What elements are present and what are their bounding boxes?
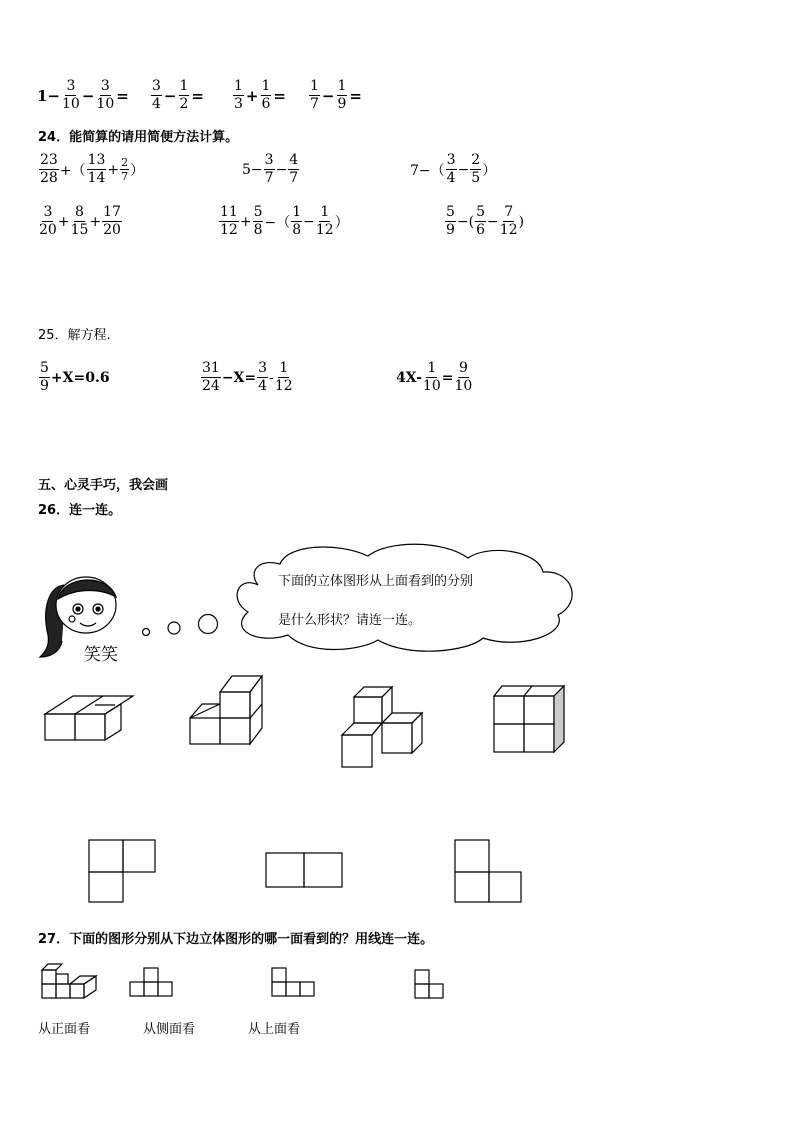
q25b-f1-den: 24 — [202, 378, 220, 394]
q25c-f1-den: 10 — [422, 378, 441, 394]
q23-2-minus: − — [163, 86, 177, 105]
q25b-f3-den: 12 — [274, 378, 293, 394]
q25a-f1-den: 9 — [40, 378, 49, 394]
thought-dots — [138, 610, 228, 640]
q23-1-frac-a: $\frac{3}{10}$ — [62, 78, 80, 112]
q24e-f4-den: 12 — [315, 222, 334, 238]
q24c-f1-den: 4 — [446, 170, 456, 186]
q25c-f2-den: 10 — [454, 378, 473, 394]
q23-3-frac-b: $\frac{1}{6}$ — [261, 78, 271, 112]
q23-3-plus: + — [245, 86, 259, 105]
q24-item-f — [444, 204, 524, 239]
q24e-f3-num: 1 — [292, 204, 302, 220]
q25b-mid: −X= — [221, 369, 257, 386]
q26-title: 26．连一连。 — [38, 503, 122, 518]
solid-figure-3 — [340, 683, 435, 773]
q23-1-equals: = — [116, 86, 129, 105]
q25b-f2-num: 3 — [258, 360, 268, 376]
q24a-f3-num: 2 — [121, 156, 129, 169]
q24c-op1: − — [457, 161, 470, 178]
top-view-shape-3 — [453, 838, 525, 904]
q25c-mid: = — [441, 369, 454, 386]
q24c-f2-num: 2 — [471, 152, 481, 168]
q23-expr-1 — [36, 78, 130, 113]
q25c-pre: 4X- — [396, 369, 422, 386]
bubble-text-line1: 下面的立体图形从上面看到的分别 — [278, 574, 474, 589]
q24a-f2-den: 14 — [87, 170, 106, 186]
q25-item-c — [396, 360, 473, 395]
q24e-f2-den: 8 — [253, 222, 263, 238]
q24-item-c — [410, 152, 496, 187]
q24b-f2-den: 7 — [289, 170, 299, 186]
q24f-op1: −( — [456, 213, 475, 230]
q24a-f1-den: 28 — [40, 170, 58, 186]
q25c-f2-num: 9 — [458, 360, 468, 376]
q24f-op3: ) — [518, 213, 525, 230]
q25c-f1-num: 1 — [427, 360, 437, 376]
q24-item-e — [218, 204, 349, 239]
view-label-top: 从上面看 — [248, 1022, 301, 1037]
q25b-f2-den: 4 — [258, 378, 268, 394]
q24f-f3-den: 12 — [499, 222, 518, 238]
top-view-shape-2 — [264, 851, 346, 891]
q25-title: 25．解方程. — [38, 328, 111, 343]
q24b-f2-num: 4 — [289, 152, 299, 168]
q24f-f1-num: 5 — [446, 204, 455, 220]
q24f-f2-num: 5 — [476, 204, 486, 220]
q24e-f1-den: 12 — [220, 222, 238, 238]
q27-view-2 — [270, 964, 320, 1004]
q24e-op2: −（ — [264, 214, 291, 231]
q24-item-b — [242, 152, 300, 187]
speech-cloud — [218, 540, 588, 660]
q24a-op1: +（ — [59, 162, 86, 179]
view-label-front: 从正面看 — [38, 1022, 91, 1037]
q23-4-frac-b: $\frac{1}{9}$ — [337, 78, 347, 112]
q23-2-frac-a: $\frac{3}{4}$ — [152, 78, 161, 112]
q24-title: 24．能简算的请用简便方法计算。 — [38, 130, 239, 145]
q24d-f2-num: 8 — [75, 204, 84, 220]
q24a-op3: ） — [130, 162, 145, 179]
q23-expr-2 — [150, 78, 205, 113]
q24d-f1-num: 3 — [43, 204, 53, 220]
q27-solid-figure — [40, 960, 102, 1002]
q23-1-text: 1− — [37, 86, 61, 105]
q24d-op2: + — [89, 213, 102, 230]
q24e-op1: + — [239, 213, 252, 230]
q24f-f1-den: 9 — [446, 222, 455, 238]
character-name: 笑笑 — [84, 645, 118, 665]
q24e-f2-num: 5 — [253, 204, 263, 220]
q27-view-3 — [413, 966, 449, 1006]
q25b-op: - — [269, 369, 274, 386]
q24a-f1-num: 23 — [40, 152, 58, 168]
q25a-rest: +X=0.6 — [50, 369, 110, 386]
top-view-shape-1 — [87, 838, 159, 904]
q25b-f1-num: 31 — [202, 360, 220, 376]
q24c-f1-num: 3 — [446, 152, 456, 168]
q25a-f1-num: 5 — [40, 360, 49, 376]
q24d-f2-den: 15 — [70, 222, 89, 238]
q24d-op1: + — [57, 213, 70, 230]
q24a-f2-num: 13 — [87, 152, 106, 168]
q24a-op2: + — [107, 161, 120, 178]
q23-3-frac-a: $\frac{1}{3}$ — [234, 78, 243, 112]
q23-expr-4 — [308, 78, 363, 113]
q24b-pre: 5− — [242, 161, 263, 178]
q23-4-minus: − — [321, 86, 335, 105]
q24f-f2-den: 6 — [476, 222, 486, 238]
q24b-op1: − — [275, 161, 288, 178]
q23-3-equals: = — [273, 86, 286, 105]
q24e-f1-num: 11 — [220, 204, 238, 220]
q23-2-frac-b: $\frac{1}{2}$ — [179, 78, 189, 112]
q24e-op4: ） — [334, 214, 349, 231]
solid-figure-1 — [43, 692, 133, 752]
q25b-f3-num: 1 — [279, 360, 289, 376]
q24d-f1-den: 20 — [39, 222, 57, 238]
view-label-side: 从侧面看 — [143, 1022, 196, 1037]
q23-2-equals: = — [191, 86, 204, 105]
q24c-op2: ） — [482, 162, 497, 179]
q24c-pre: 7−（ — [410, 162, 445, 179]
q24e-f3-den: 8 — [292, 222, 302, 238]
section5-title: 五、心灵手巧，我会画 — [38, 478, 169, 493]
q24d-f3-num: 17 — [103, 204, 121, 220]
q24e-f4-num: 1 — [320, 204, 330, 220]
q24-item-d — [38, 204, 123, 239]
q23-1-frac-b: $\frac{3}{10}$ — [96, 78, 115, 112]
q24f-op2: − — [487, 213, 499, 230]
q24e-op3: − — [303, 213, 315, 230]
q23-expr-3 — [232, 78, 287, 113]
q24f-f3-num: 7 — [504, 204, 514, 220]
q25-item-a — [38, 360, 110, 395]
bubble-text-line2: 是什么形状？请连一连。 — [278, 613, 422, 628]
q23-1-minus: − — [81, 86, 95, 105]
q24c-f2-den: 5 — [471, 170, 481, 186]
q27-view-1 — [128, 964, 178, 1004]
q24d-f3-den: 20 — [103, 222, 121, 238]
q23-4-equals: = — [349, 86, 362, 105]
q24a-f3-den: 7 — [121, 170, 129, 183]
q23-4-frac-a: $\frac{1}{7}$ — [310, 78, 319, 112]
q27-title: 27．下面的图形分别从下边立体图形的哪一面看到的？用线连一连。 — [38, 932, 434, 947]
q24b-f1-num: 3 — [264, 152, 274, 168]
solid-figure-4 — [492, 684, 572, 754]
q24b-f1-den: 7 — [264, 170, 274, 186]
q25-item-b — [200, 360, 294, 395]
solid-figure-2 — [188, 672, 268, 747]
q24-item-a — [38, 152, 144, 187]
